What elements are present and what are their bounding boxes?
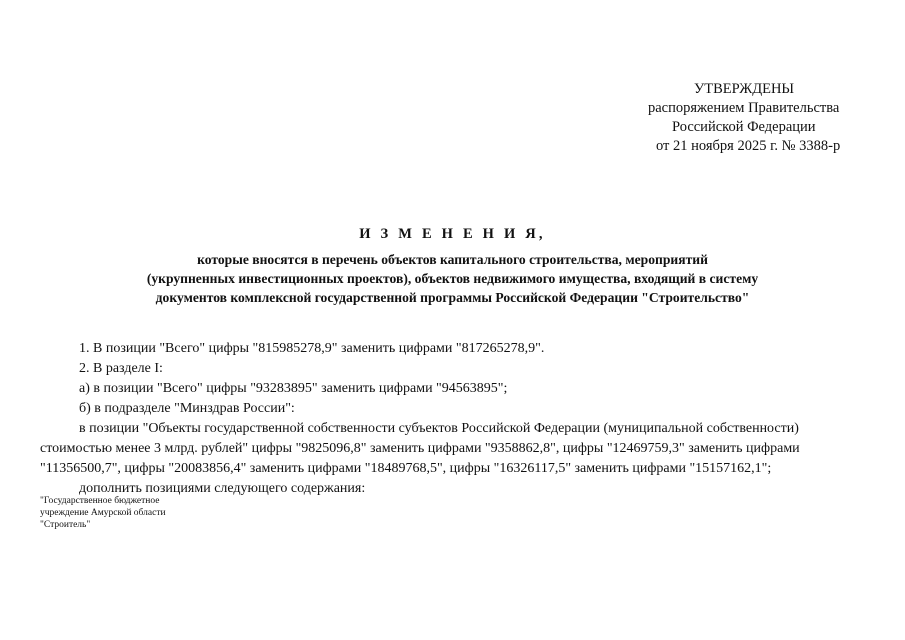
subtitle-line-1: которые вносятся в перечень объектов капитального строительства, мероприятий xyxy=(197,252,708,267)
approval-line-1: распоряжением Правительства xyxy=(648,100,840,116)
subtitle-line-2: (укрупненных инвестиционных проектов), объектов недвижимого имущества, входящий в систему xyxy=(146,271,759,286)
approval-line-3: от 21 ноября 2025 г. № 3388-р xyxy=(656,138,841,154)
paragraph-3: а) в позиции "Всего" цифры "93283895" заменить цифрами "94563895"; xyxy=(79,381,508,396)
note-line-1: "Государственное бюджетное xyxy=(40,496,160,506)
subtitle-line-3: документов комплексной государственной программы Российской Федерации "Строительство" xyxy=(155,290,750,305)
approval-line-2: Российской Федерации xyxy=(672,119,816,135)
note-line-3: "Строитель" xyxy=(40,520,91,530)
approval-heading: УТВЕРЖДЕНЫ xyxy=(694,81,795,97)
paragraph-5-line-2: стоимостью менее 3 млрд. рублей" цифры "9825096,8" заменить цифрами "9358862,8", цифры "12469759,3" заменить цифрами xyxy=(40,441,800,456)
paragraph-1: 1. В позиции "Всего" цифры "815985278,9" заменить цифрами "817265278,9". xyxy=(79,341,545,356)
paragraph-5-line-3: "11356500,7", цифры "20083856,4" заменить цифрами "18489768,5", цифры "16326117,5" заменить цифрами "15157162,1"; xyxy=(40,461,772,476)
paragraph-2: 2. В разделе I: xyxy=(79,361,163,376)
document-title: И З М Е Н Е Н И Я, xyxy=(359,226,546,242)
paragraph-6: дополнить позициями следующего содержания: xyxy=(79,481,366,496)
paragraph-4: б) в подразделе "Минздрав России": xyxy=(79,401,295,416)
document-body xyxy=(40,339,870,499)
paragraph-5-line-1: в позиции "Объекты государственной собственности субъектов Российской Федерации (муниципальной собственности) xyxy=(79,421,799,436)
table-cell-note xyxy=(40,495,166,531)
document-subtitle xyxy=(0,250,905,307)
note-line-2: учреждение Амурской области xyxy=(40,508,166,518)
